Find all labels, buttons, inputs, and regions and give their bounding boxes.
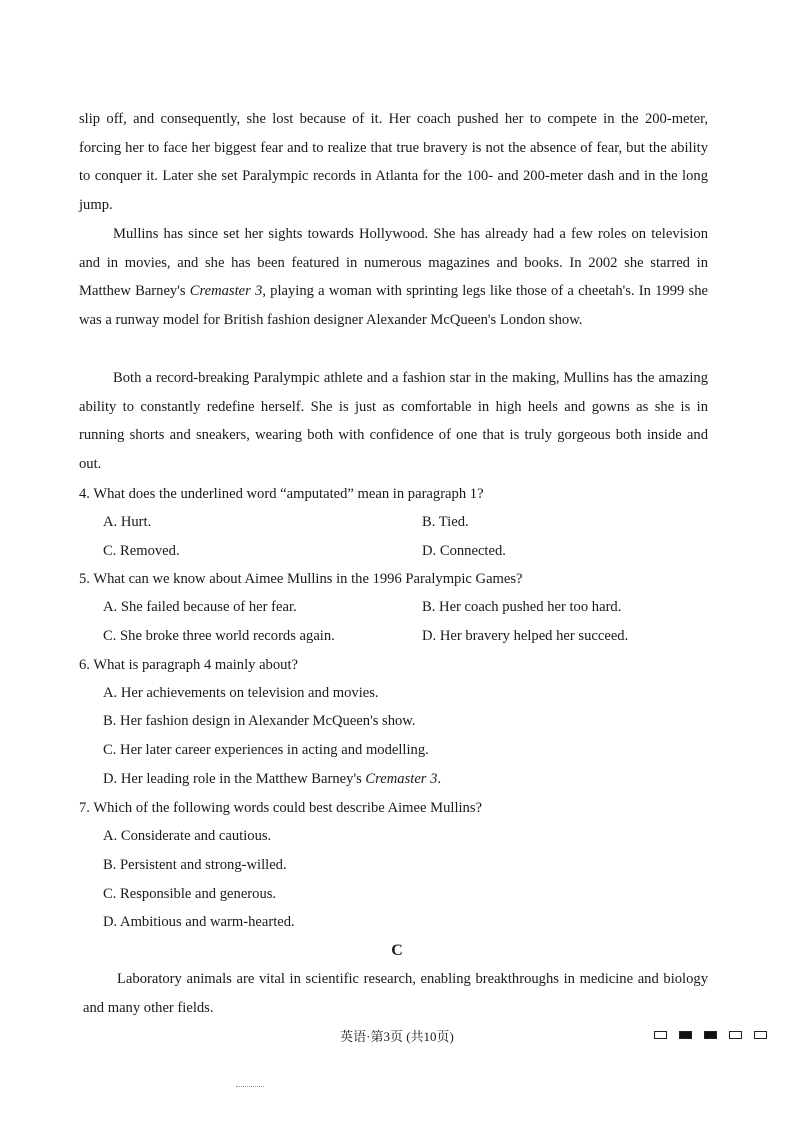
question-7-option-c: C. Responsible and generous.	[103, 886, 277, 902]
para2-text-start: Mullins has since set her sights towards Hollywood. She has already had a few roles on television and in movies, and she has been featured in numerous magazines and books. In 2002 she starred in Matthew Barney's	[79, 226, 708, 300]
question-5-option-b: B. Her coach pushed her too hard.	[422, 599, 622, 615]
question-6-option-d-text: D. Her leading role in the Matthew Barney's	[103, 771, 366, 787]
question-6-option-d	[103, 769, 441, 789]
question-7-option-b: B. Persistent and strong-willed.	[103, 857, 287, 873]
passage-c-paragraph-1: Laboratory animals are vital in scientific research, enabling breakthroughs in medicine and biology and many other fields.	[83, 971, 708, 1016]
question-6-stem: 6. What is paragraph 4 mainly about?	[79, 657, 298, 673]
passage-b-paragraph-3: Both a record-breaking Paralympic athlete and a fashion star in the making, Mullins has the amazing ability to constantly redefine herself. She is just as comfortable in high heels and gowns as she is in running shorts and sneakers, wearing both with confidence of one that is truly gorgeous both inside and out.	[79, 370, 708, 473]
question-6-option-a: A. Her achievements on television and movies.	[103, 685, 379, 701]
question-4-stem: 4. What does the underlined word “amputated” mean in paragraph 1?	[79, 486, 484, 502]
passage-b-paragraph-1-continued: slip off, and consequently, she lost because of it. Her coach pushed her to compete in the 200-meter, forcing her to face her biggest fear and to realize that true bravery is not the absence of fear, but the ability to conquer it. Later she set Paralympic records in Atlanta for the 100- and 200-meter dash and in the long jump.	[79, 111, 708, 214]
passage-b-paragraph-2	[79, 220, 708, 335]
question-4-option-a: A. Hurt.	[103, 514, 152, 530]
scan-mark-5	[754, 1031, 767, 1039]
scan-smudge	[236, 1086, 264, 1088]
question-6-option-d-end: .	[437, 771, 442, 787]
question-7-stem: 7. Which of the following words could best describe Aimee Mullins?	[79, 800, 483, 816]
question-6-option-b: B. Her fashion design in Alexander McQueen's show.	[103, 713, 416, 729]
section-c-heading: C	[391, 942, 403, 959]
scan-marks	[654, 1031, 767, 1043]
question-5-option-a: A. She failed because of her fear.	[103, 599, 297, 615]
question-6-option-d-title: Cremaster 3	[365, 771, 438, 787]
question-7-option-a: A. Considerate and cautious.	[103, 828, 272, 844]
para2-film-title: Cremaster 3	[189, 283, 263, 300]
para2-text-end: , playing a woman with sprinting legs like those of a cheetah's. In 1999 she was a runway model for British fashion designer Alexander McQueen's London show.	[79, 283, 708, 329]
scan-mark-2	[679, 1031, 692, 1039]
question-5-option-c: C. She broke three world records again.	[103, 628, 335, 644]
question-5-stem: 5. What can we know about Aimee Mullins in the 1996 Paralympic Games?	[79, 571, 523, 587]
scan-mark-4	[729, 1031, 742, 1039]
page-footer: 英语·第3页 (共10页)	[340, 1029, 454, 1044]
question-4-option-b: B. Tied.	[422, 514, 469, 530]
question-7-option-d: D. Ambitious and warm-hearted.	[103, 914, 295, 930]
scan-mark-3	[704, 1031, 717, 1039]
question-6-option-c: C. Her later career experiences in acting and modelling.	[103, 742, 429, 758]
question-4-option-d: D. Connected.	[422, 543, 506, 559]
question-5-option-d: D. Her bravery helped her succeed.	[422, 628, 629, 644]
question-4-option-c: C. Removed.	[103, 543, 180, 559]
scan-mark-1	[654, 1031, 667, 1039]
